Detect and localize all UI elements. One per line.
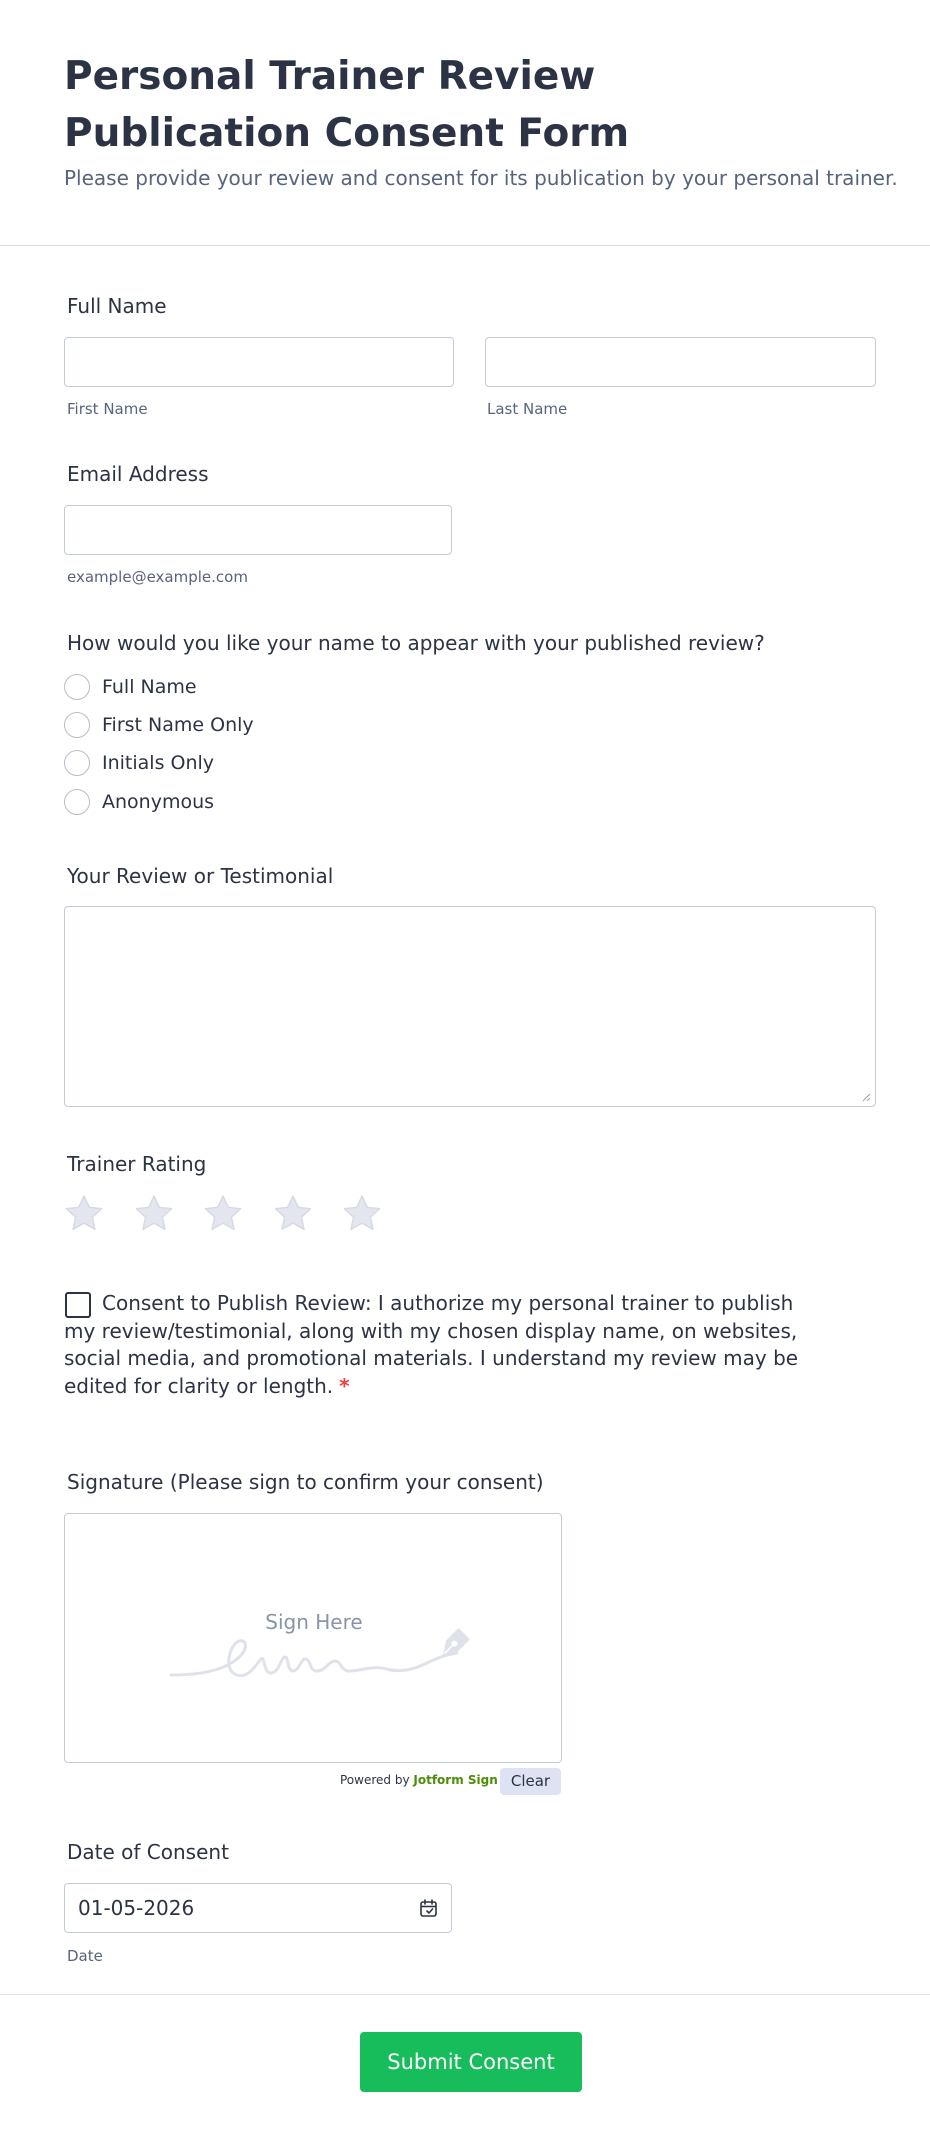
radio-initials-only[interactable]	[64, 749, 214, 777]
star-1-icon[interactable]	[62, 1192, 106, 1236]
last-name-input[interactable]	[485, 337, 876, 387]
review-label: Your Review or Testimonial	[67, 864, 334, 888]
powered-brand: Jotform Sign	[413, 1773, 498, 1787]
powered-by	[340, 1773, 498, 1787]
signature-pad[interactable]	[64, 1513, 562, 1763]
star-4-icon[interactable]	[271, 1192, 315, 1236]
review-textarea[interactable]	[64, 906, 876, 1107]
star-3-icon[interactable]	[201, 1192, 245, 1236]
date-sublabel: Date	[67, 1947, 103, 1965]
submit-consent-button[interactable]: Submit Consent	[360, 2032, 582, 2092]
radio-first-name-only[interactable]	[64, 711, 254, 739]
radio-circle[interactable]	[64, 712, 90, 738]
page-subtitle: Please provide your review and consent for its publication by your personal trainer.	[64, 166, 898, 190]
rating-label: Trainer Rating	[67, 1152, 207, 1176]
radio-label: Initials Only	[102, 752, 215, 774]
star-2-icon[interactable]	[132, 1192, 176, 1236]
display-name-label: How would you like your name to appear with your published review?	[67, 631, 765, 655]
radio-anonymous[interactable]	[64, 788, 214, 816]
full-name-label: Full Name	[67, 294, 167, 318]
calendar-icon[interactable]	[419, 1898, 439, 1918]
radio-full-name[interactable]	[64, 673, 197, 701]
date-value: 01-05-2026	[78, 1896, 195, 1920]
required-mark: *	[339, 1373, 350, 1398]
email-label: Email Address	[67, 462, 209, 486]
signature-placeholder: Sign Here	[265, 1610, 363, 1634]
consent-text: Consent to Publish Review: I authorize my personal trainer to publish my review/testimonial, along with my chosen display name, on websites, social media, and promotional materials. I understand my review may be edited for clarity or length.	[64, 1291, 799, 1398]
date-label: Date of Consent	[67, 1840, 229, 1864]
email-sublabel: example@example.com	[67, 568, 248, 586]
radio-label: Full Name	[102, 676, 197, 698]
signature-scribble-icon	[165, 1609, 485, 1689]
radio-label: First Name Only	[102, 714, 254, 736]
radio-label: Anonymous	[102, 791, 215, 813]
page-title: Personal Trainer Review Publication Consent Form	[64, 54, 630, 156]
radio-circle[interactable]	[64, 789, 90, 815]
form-header	[0, 0, 930, 246]
first-name-input[interactable]	[64, 337, 454, 387]
email-input[interactable]	[64, 505, 452, 555]
powered-prefix: Powered by	[340, 1773, 410, 1787]
footer-divider	[0, 1994, 930, 1995]
consent-label	[64, 1290, 804, 1400]
first-name-sublabel: First Name	[67, 400, 148, 418]
radio-circle[interactable]	[64, 674, 90, 700]
star-5-icon[interactable]	[340, 1192, 384, 1236]
clear-signature-button[interactable]: Clear	[500, 1768, 561, 1795]
date-input[interactable]	[64, 1883, 452, 1933]
resize-grip-icon[interactable]	[861, 1092, 871, 1102]
signature-label: Signature (Please sign to confirm your consent)	[67, 1470, 544, 1494]
last-name-sublabel: Last Name	[487, 400, 568, 418]
radio-circle[interactable]	[64, 750, 90, 776]
